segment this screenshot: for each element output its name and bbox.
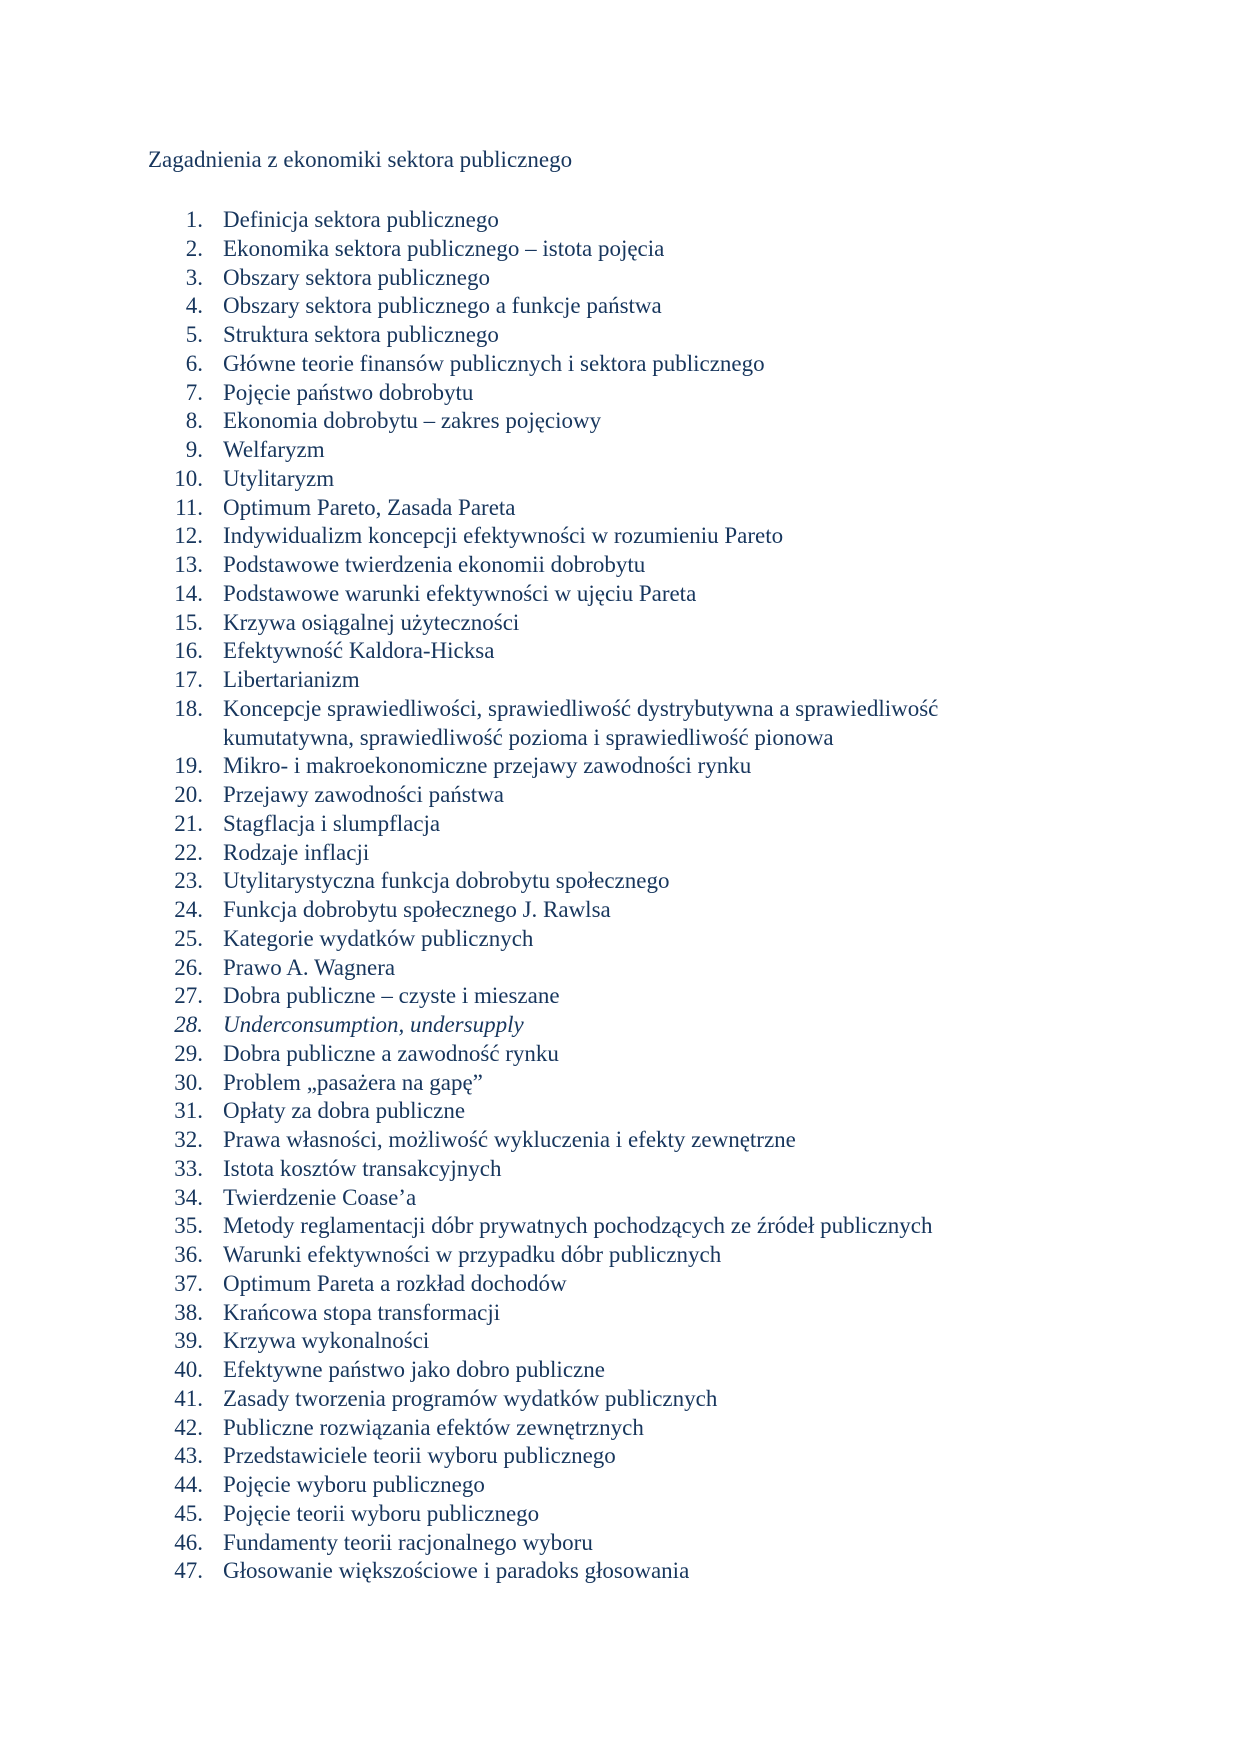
list-item-text: Indywidualizm koncepcji efektywności w rozumieniu Pareto xyxy=(223,523,784,549)
list-item xyxy=(0,1097,1240,1126)
list-item-text: Prawa własności, możliwość wykluczenia i efekty zewnętrzne xyxy=(223,1127,796,1152)
list-item xyxy=(0,1557,1240,1586)
list-item-number: 41. xyxy=(174,1385,203,1411)
list-item xyxy=(0,321,1240,350)
list-item xyxy=(0,810,1240,839)
list-item-text: Obszary sektora publicznego xyxy=(223,264,490,290)
list-item xyxy=(0,695,1240,753)
list-item-number: 19. xyxy=(174,753,203,779)
list-item xyxy=(0,839,1240,868)
list-item xyxy=(0,982,1240,1011)
list-item xyxy=(0,379,1240,408)
list-item xyxy=(0,1069,1240,1098)
list-item-number: 4. xyxy=(185,293,203,319)
list-item-text: Podstawowe twierdzenia ekonomii dobrobytu xyxy=(223,552,646,577)
list-item xyxy=(0,1414,1240,1443)
list-item-text: Koncepcje sprawiedliwości, sprawiedliwość dystrybutywna a sprawiedliwość xyxy=(223,695,939,721)
list-item-text: Efektywne państwo jako dobro publiczne xyxy=(223,1357,605,1382)
list-item xyxy=(0,494,1240,523)
list-item-number: 35. xyxy=(174,1213,203,1239)
list-item-text: Twierdzenie Coase’a xyxy=(223,1184,417,1210)
list-item-number: 40. xyxy=(174,1357,203,1382)
list-item xyxy=(0,666,1240,695)
list-item-number: 45. xyxy=(174,1500,203,1526)
list-item xyxy=(0,551,1240,580)
list-item xyxy=(0,1270,1240,1299)
list-item-number: 11. xyxy=(175,494,203,520)
list-item-number: 42. xyxy=(174,1414,203,1440)
list-item-number: 32. xyxy=(174,1127,203,1152)
list-item-number: 34. xyxy=(174,1184,203,1210)
list-item xyxy=(0,752,1240,781)
list-item xyxy=(0,436,1240,465)
list-item-text: Rodzaje inflacji xyxy=(223,839,370,865)
list-item xyxy=(0,407,1240,436)
list-item-text: Kategorie wydatków publicznych xyxy=(223,925,534,951)
list-item-text: Opłaty za dobra publiczne xyxy=(223,1098,466,1124)
list-item-text: Problem „pasażera na gapę” xyxy=(223,1069,483,1095)
list-item xyxy=(0,1155,1240,1184)
list-item xyxy=(0,1385,1240,1414)
list-item-text: Warunki efektywności w przypadku dóbr publicznych xyxy=(223,1242,722,1267)
list-item-number: 33. xyxy=(174,1155,203,1181)
list-item-text: Ekonomia dobrobytu – zakres pojęciowy xyxy=(223,408,602,434)
list-item-number: 30. xyxy=(174,1069,203,1095)
list-item-text: Libertarianizm xyxy=(223,667,360,692)
list-item-text: Podstawowe warunki efektywności w ujęciu Pareta xyxy=(223,580,697,606)
list-item xyxy=(0,781,1240,810)
list-item-number: 38. xyxy=(174,1299,203,1325)
list-item-text: Krzywa osiągalnej użyteczności xyxy=(223,609,520,635)
list-item xyxy=(0,264,1240,293)
list-item xyxy=(0,522,1240,551)
list-item-text: Zasady tworzenia programów wydatków publicznych xyxy=(223,1385,718,1411)
list-item-number: 46. xyxy=(174,1529,203,1555)
list-item-text: Optimum Pareto, Zasada Pareta xyxy=(223,494,516,520)
list-item-number: 29. xyxy=(174,1040,203,1066)
list-item-text: Ekonomika sektora publicznego – istota pojęcia xyxy=(223,235,665,261)
list-item-number: 21. xyxy=(174,810,203,836)
list-item-number: 5. xyxy=(185,322,203,347)
list-item-text: Metody reglamentacji dóbr prywatnych pochodzących ze źródeł publicznych xyxy=(223,1213,933,1239)
list-item-number: 37. xyxy=(174,1270,203,1296)
list-item-text: Funkcja dobrobytu społecznego J. Rawlsa xyxy=(223,897,611,922)
list-item-text: Pojęcie państwo dobrobytu xyxy=(223,379,474,405)
list-item xyxy=(0,1184,1240,1213)
list-item-number: 3. xyxy=(185,264,203,290)
list-item xyxy=(0,867,1240,896)
list-item-number: 10. xyxy=(174,465,203,491)
list-item-text: Publiczne rozwiązania efektów zewnętrznych xyxy=(223,1414,644,1440)
list-item-text: Krańcowa stopa transformacji xyxy=(223,1299,501,1325)
list-item xyxy=(0,1011,1240,1040)
list-item-number: 12. xyxy=(174,523,203,549)
list-item-number: 9. xyxy=(185,437,203,462)
list-item-text: Underconsumption, undersupply xyxy=(223,1012,524,1037)
list-item xyxy=(0,1241,1240,1270)
list-item-number: 26. xyxy=(174,954,203,980)
list-item-text: Pojęcie wyboru publicznego xyxy=(223,1472,485,1497)
list-item-number: 39. xyxy=(174,1328,203,1354)
list-item-number: 2. xyxy=(185,235,203,261)
list-item xyxy=(0,465,1240,494)
list-item xyxy=(0,580,1240,609)
list-item xyxy=(0,1299,1240,1328)
list-item-text: Dobra publiczne a zawodność rynku xyxy=(223,1040,559,1066)
list-item-number: 44. xyxy=(174,1472,203,1497)
list-item-number: 43. xyxy=(174,1443,203,1469)
list-item-text: Stagflacja i slumpflacja xyxy=(223,810,441,836)
list-item-text: Pojęcie teorii wyboru publicznego xyxy=(223,1500,540,1526)
list-item-number: 36. xyxy=(174,1242,203,1267)
page-title: Zagadnienia z ekonomiki sektora publicznego xyxy=(148,147,573,172)
list-item-number: 1. xyxy=(185,207,203,232)
list-item-number: 6. xyxy=(185,350,203,376)
list-item-number: 27. xyxy=(174,983,203,1009)
list-item xyxy=(0,1327,1240,1356)
list-item-text: Definicja sektora publicznego xyxy=(223,207,499,232)
list-item xyxy=(0,292,1240,321)
list-item-number: 17. xyxy=(174,667,203,692)
list-item-text: kumutatywna, sprawiedliwość pozioma i sprawiedliwość pionowa xyxy=(223,724,834,750)
list-item-text: Główne teorie finansów publicznych i sektora publicznego xyxy=(223,350,765,376)
list-item-text: Utylitarystyczna funkcja dobrobytu społecznego xyxy=(223,868,670,894)
list-item xyxy=(0,637,1240,666)
list-item-text: Przejawy zawodności państwa xyxy=(223,782,505,807)
list-item xyxy=(0,1212,1240,1241)
list-item-number: 22. xyxy=(174,839,203,865)
list-item xyxy=(0,206,1240,235)
list-item xyxy=(0,1442,1240,1471)
list-item xyxy=(0,1471,1240,1500)
list-item-text: Optimum Pareta a rozkład dochodów xyxy=(223,1270,567,1296)
list-item xyxy=(0,896,1240,925)
list-item-number: 23. xyxy=(174,868,203,894)
topic-list xyxy=(0,206,1240,1586)
list-item xyxy=(0,1040,1240,1069)
list-item xyxy=(0,954,1240,983)
list-item-text: Fundamenty teorii racjonalnego wyboru xyxy=(223,1529,593,1555)
list-item-number: 28. xyxy=(174,1012,203,1037)
list-item-number: 31. xyxy=(174,1098,203,1124)
list-item-number: 47. xyxy=(174,1558,203,1584)
list-item-number: 7. xyxy=(185,379,203,405)
list-item-text: Dobra publiczne – czyste i mieszane xyxy=(223,983,560,1009)
list-item xyxy=(0,925,1240,954)
list-item xyxy=(0,235,1240,264)
list-item-number: 8. xyxy=(185,408,203,434)
list-item xyxy=(0,350,1240,379)
list-item-text: Prawo A. Wagnera xyxy=(223,954,396,980)
list-item-text: Mikro- i makroekonomiczne przejawy zawodności rynku xyxy=(223,753,752,779)
list-item-text: Krzywa wykonalności xyxy=(223,1328,430,1354)
list-item-text: Obszary sektora publicznego a funkcje państwa xyxy=(223,293,662,319)
list-item xyxy=(0,609,1240,638)
list-item-number: 20. xyxy=(174,782,203,807)
list-item-text: Struktura sektora publicznego xyxy=(223,322,499,347)
list-item-number: 14. xyxy=(174,580,203,606)
list-item-text: Przedstawiciele teorii wyboru publicznego xyxy=(223,1443,616,1469)
list-item xyxy=(0,1500,1240,1529)
list-item-number: 16. xyxy=(174,638,203,664)
list-item xyxy=(0,1356,1240,1385)
list-item-text: Istota kosztów transakcyjnych xyxy=(223,1155,502,1181)
list-item-text: Welfaryzm xyxy=(223,437,325,462)
list-item-text: Efektywność Kaldora-Hicksa xyxy=(223,638,495,664)
list-item-number: 18. xyxy=(174,695,203,721)
list-item-number: 13. xyxy=(174,552,203,577)
list-item-text: Głosowanie większościowe i paradoks głosowania xyxy=(223,1558,690,1584)
list-item-number: 15. xyxy=(174,609,203,635)
list-item xyxy=(0,1529,1240,1558)
list-item-text: Utylitaryzm xyxy=(223,465,335,491)
list-item-number: 24. xyxy=(174,897,203,922)
list-item-number: 25. xyxy=(174,925,203,951)
list-item xyxy=(0,1126,1240,1155)
